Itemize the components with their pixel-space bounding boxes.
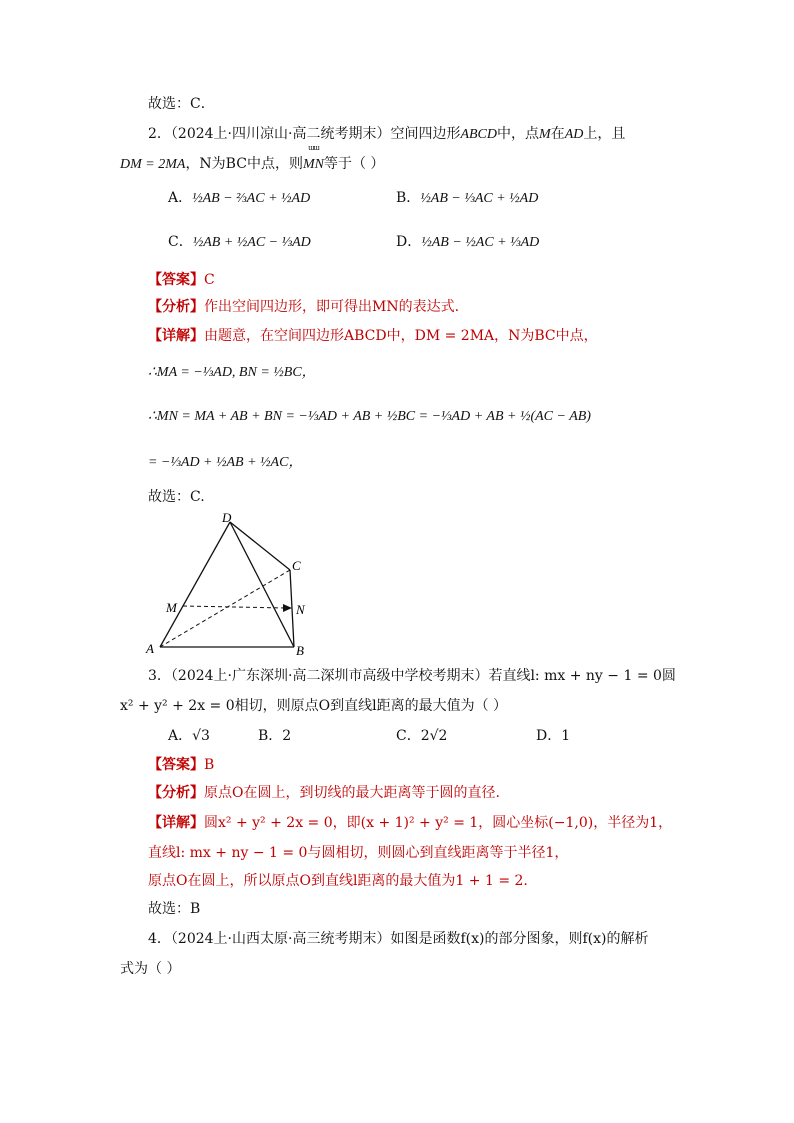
q2-stem-line2: DM = 2MA，N为BC中点，则ɯɯ MN等于（ ） [120, 154, 384, 175]
q2-stem-line1: 2．（2024上·四川凉山·高二统考期末）空间四边形ABCD中，点M在AD上，且 [148, 126, 626, 142]
label-d: D [222, 510, 232, 525]
q3-detail-1: 【详解】圆x² + y² + 2x = 0，即(x + 1)² + y² = 1，圆心坐标(−1,0)，半径为1， [148, 815, 673, 831]
label-m: M [166, 600, 177, 615]
vector-mn-line [183, 606, 286, 608]
q2-condition: DM = 2MA [120, 157, 186, 172]
q2-conclusion: 故选：C. [148, 489, 205, 505]
q2-option-d: D．½AB − ½AC + ⅓AD [396, 234, 540, 250]
q3-number: 3． [148, 668, 171, 684]
q3-detail-2: 直线l: mx + ny − 1 = 0与圆相切，则圆心到直线距离等于半径1， [148, 845, 569, 861]
q2-source: （2024上·四川凉山·高二统考期末） [170, 126, 391, 142]
edge-db [230, 522, 294, 647]
q3-option-d: D．1 [536, 728, 571, 744]
q2-detail-3: ∴MN = MA + AB + BN = −⅓AD + AB + ½BC = −⅓AD + AB + ½(AC − AB) [148, 409, 591, 424]
q3-stem-line2: x² + y² + 2x = 0相切，则原点O到直线l距离的最大值为（ ） [120, 698, 508, 714]
q4-stem-line2: 式为（ ） [120, 961, 181, 977]
q3-analysis: 【分析】原点O在圆上，到切线的最大距离等于圆的直径. [148, 785, 500, 801]
q2-detail-2: ∴MA = −⅓AD, BN = ½BC， [148, 365, 316, 380]
edge-da [160, 522, 230, 647]
q2-answer: 【答案】C [148, 272, 215, 288]
edge-dc [230, 522, 290, 570]
q2-number: 2． [148, 126, 171, 142]
q2-option-c: C．½AB + ½AC − ⅓AD [168, 234, 311, 250]
label-n: N [296, 602, 305, 617]
answer-tag: 【答案】 [148, 272, 204, 288]
label-c: C [292, 558, 301, 573]
q3-option-c: C．2√2 [396, 728, 448, 744]
q3-source: （2024上·广东深圳·高二深圳市高级中学校考期末） [170, 668, 489, 684]
q3-option-a: A．√3 [168, 728, 210, 744]
q2-analysis: 【分析】作出空间四边形，即可得出MN的表达式. [148, 299, 460, 315]
q4-number: 4． [148, 931, 171, 947]
q1-conclusion: 故选：C． [148, 96, 215, 112]
tetrahedron-figure [140, 510, 320, 660]
arrowhead [283, 604, 292, 612]
label-b: B [296, 643, 304, 658]
q3-answer: 【答案】B [148, 757, 215, 773]
q3-option-b: B．2 [258, 728, 292, 744]
edge-ac-hidden [160, 570, 290, 647]
q2-option-b: B．½AB − ⅓AC + ½AD [396, 190, 539, 206]
q3-stem-line1: 3．（2024上·广东深圳·高二深圳市高级中学校考期末）若直线l: mx + ny − 1 = 0圆 [148, 668, 676, 684]
vector-mn: ɯɯ MN [303, 155, 324, 175]
q2-detail-1: 【详解】由题意，在空间四边形ABCD中，DM = 2MA，N为BC中点， [148, 328, 598, 344]
detail-tag: 【详解】 [148, 328, 204, 344]
q4-source: （2024上·山西太原·高三统考期末） [170, 931, 391, 947]
q2-option-a: A．½AB − ⅔AC + ½AD [168, 190, 311, 206]
q4-stem-line1: 4．（2024上·山西太原·高三统考期末）如图是函数f(x)的部分图象，则f(x)的解析 [148, 931, 649, 947]
q3-detail-3: 原点O在圆上，所以原点O到直线l距离的最大值为1 + 1 = 2. [148, 873, 528, 889]
label-a: A [146, 641, 154, 656]
analysis-tag: 【分析】 [148, 299, 204, 315]
q2-detail-4: = −⅓AD + ½AB + ½AC， [148, 455, 303, 470]
q3-conclusion: 故选：B [148, 901, 201, 917]
